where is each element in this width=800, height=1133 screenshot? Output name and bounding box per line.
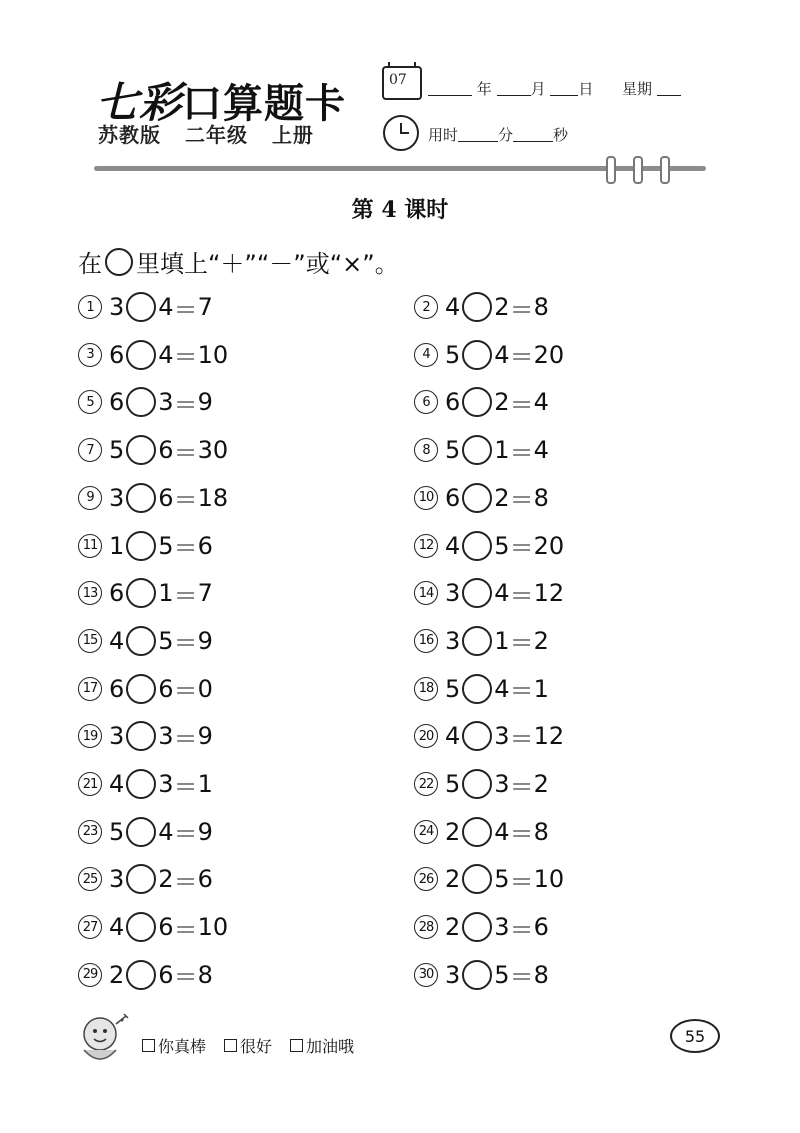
- problem-item: [78, 672, 213, 706]
- operator-slot[interactable]: [126, 626, 156, 656]
- rating-great[interactable]: [142, 1034, 206, 1057]
- month-label: 月: [530, 80, 546, 98]
- operator-slot[interactable]: [462, 626, 492, 656]
- operator-slot[interactable]: [126, 483, 156, 513]
- result: 8: [533, 960, 549, 989]
- problem-item: [414, 815, 549, 849]
- operand-a: 4: [109, 913, 125, 942]
- problem-number: 2: [414, 295, 438, 319]
- equals-sign: ＝: [509, 295, 534, 324]
- rating-keep-going[interactable]: [290, 1034, 354, 1057]
- operand-b: 5: [158, 626, 174, 655]
- problem-number: 13: [78, 581, 102, 605]
- seconds-label: 秒: [553, 126, 569, 144]
- operator-slot[interactable]: [462, 531, 492, 561]
- operator-slot[interactable]: [462, 769, 492, 799]
- result: 7: [197, 579, 213, 608]
- rating-options: [142, 1034, 372, 1057]
- problem-number: 29: [78, 963, 102, 987]
- operand-b: 4: [158, 293, 174, 321]
- problem-number: 7: [78, 438, 102, 462]
- edition-grade: 二年级: [184, 123, 248, 147]
- problem-number: 26: [414, 867, 438, 891]
- rating-great-label: 你真棒: [158, 1037, 207, 1056]
- operand-b: 3: [494, 913, 510, 942]
- problem-item: [78, 338, 228, 372]
- operand-b: 2: [494, 483, 510, 512]
- problem-number: 30: [414, 963, 438, 987]
- operand-a: 3: [445, 579, 461, 608]
- operand-a: 5: [109, 817, 125, 846]
- operand-b: 5: [494, 960, 510, 989]
- operand-b: 3: [158, 770, 174, 798]
- equals-sign: ＝: [509, 581, 534, 610]
- operand-b: 1: [158, 579, 174, 608]
- problem-number: 20: [414, 724, 438, 748]
- result: 8: [533, 817, 549, 846]
- operand-a: 3: [109, 293, 125, 321]
- operand-a: 4: [109, 626, 125, 655]
- problem-item: [414, 767, 549, 801]
- operand-a: 3: [109, 483, 125, 512]
- result: 1: [533, 674, 549, 703]
- operand-a: 5: [445, 674, 461, 703]
- operand-a: 4: [445, 722, 461, 751]
- result: 9: [197, 817, 213, 846]
- operator-slot[interactable]: [126, 721, 156, 751]
- operator-slot[interactable]: [126, 340, 156, 370]
- equals-sign: ＝: [173, 486, 198, 515]
- operator-slot[interactable]: [126, 769, 156, 799]
- operand-a: 4: [445, 293, 461, 321]
- operator-slot[interactable]: [462, 578, 492, 608]
- equals-sign: ＝: [509, 772, 534, 801]
- problem-item: [414, 576, 564, 610]
- operand-b: 3: [158, 388, 174, 417]
- checkbox-icon[interactable]: [142, 1039, 155, 1052]
- operand-b: 2: [494, 293, 510, 321]
- result: 20: [533, 340, 565, 369]
- problem-item: [78, 767, 213, 801]
- logo-brush-text: 七彩: [96, 78, 183, 127]
- operand-a: 3: [109, 865, 125, 894]
- operand-b: 3: [494, 770, 510, 798]
- result: 30: [197, 436, 229, 465]
- operand-b: 6: [158, 674, 174, 703]
- result: 1: [197, 770, 213, 798]
- logo-title-text: 口算题卡: [182, 81, 347, 127]
- operator-slot[interactable]: [462, 292, 492, 322]
- problem-number: 19: [78, 724, 102, 748]
- instruction-after: 里填上“＋”“－”或“×”。: [136, 250, 399, 278]
- problem-item: [78, 576, 213, 610]
- equals-sign: ＝: [509, 915, 534, 944]
- problem-number: 27: [78, 915, 102, 939]
- operand-b: 6: [158, 436, 174, 465]
- equals-sign: ＝: [509, 486, 534, 515]
- result: 9: [197, 722, 213, 751]
- operator-slot[interactable]: [126, 912, 156, 942]
- equals-sign: ＝: [173, 438, 198, 467]
- problem-item: [414, 719, 564, 753]
- operator-slot[interactable]: [462, 912, 492, 942]
- operand-a: 2: [445, 865, 461, 894]
- operator-slot[interactable]: [126, 960, 156, 990]
- operand-a: 6: [109, 340, 125, 369]
- problem-item: [414, 529, 564, 563]
- operand-a: 2: [109, 960, 125, 989]
- equals-sign: ＝: [509, 534, 534, 562]
- operand-a: 2: [445, 913, 461, 942]
- operand-a: 5: [445, 340, 461, 369]
- operand-a: 5: [445, 770, 461, 798]
- problem-item: [414, 338, 564, 372]
- operator-slot[interactable]: [126, 531, 156, 561]
- operator-slot[interactable]: [126, 578, 156, 608]
- equals-sign: ＝: [509, 343, 534, 372]
- equals-sign: ＝: [173, 867, 198, 896]
- problem-number: 11: [78, 534, 102, 558]
- operand-a: 1: [109, 531, 125, 560]
- problem-item: [78, 719, 213, 753]
- problem-item: [78, 624, 213, 658]
- problem-number: 10: [414, 486, 438, 510]
- problem-item: [78, 385, 213, 419]
- operator-slot[interactable]: [462, 340, 492, 370]
- result: 0: [197, 674, 213, 703]
- minutes-label: 分: [498, 126, 514, 144]
- problem-item: [414, 433, 549, 467]
- operand-b: 4: [158, 817, 174, 846]
- operand-b: 3: [494, 722, 510, 751]
- operand-a: 6: [109, 674, 125, 703]
- result: 6: [197, 865, 213, 894]
- problem-number: 12: [414, 534, 438, 558]
- operand-b: 6: [158, 483, 174, 512]
- problem-number: 21: [78, 772, 102, 796]
- operator-slot[interactable]: [462, 864, 492, 894]
- problem-item: [414, 481, 549, 515]
- result: 12: [533, 579, 565, 608]
- operator-slot[interactable]: [126, 864, 156, 894]
- operand-a: 6: [109, 388, 125, 417]
- problem-number: 22: [414, 772, 438, 796]
- result: 10: [533, 865, 565, 894]
- operator-slot[interactable]: [126, 292, 156, 322]
- equals-sign: ＝: [173, 724, 198, 753]
- problem-item: [78, 958, 213, 992]
- result: 4: [533, 388, 549, 417]
- edition-volume: 上册: [271, 123, 314, 147]
- operator-slot[interactable]: [462, 435, 492, 465]
- rating-good-label: 很好: [240, 1037, 273, 1056]
- page-number: 55: [670, 1019, 720, 1053]
- instruction-before: 在: [78, 250, 102, 278]
- operator-slot[interactable]: [126, 387, 156, 417]
- lesson-title: 第 4 课时: [351, 197, 449, 223]
- year-label: 年: [476, 80, 492, 98]
- problem-item: [78, 481, 228, 515]
- result: 2: [533, 626, 549, 655]
- day-label: 日: [578, 80, 594, 98]
- operand-a: 6: [445, 388, 461, 417]
- equals-sign: ＝: [173, 295, 198, 324]
- problem-number: 18: [414, 677, 438, 701]
- operand-b: 4: [494, 340, 510, 369]
- problem-item: [78, 815, 213, 849]
- problem-number: 1: [78, 295, 102, 319]
- calendar-number: 07: [389, 72, 407, 88]
- problem-number: 16: [414, 629, 438, 653]
- equals-sign: ＝: [173, 343, 198, 372]
- operand-a: 6: [445, 483, 461, 512]
- equals-sign: ＝: [173, 581, 198, 610]
- problem-item: [414, 624, 549, 658]
- problem-item: [414, 862, 564, 896]
- problem-number: 17: [78, 677, 102, 701]
- problem-number: 5: [78, 390, 102, 414]
- equals-sign: ＝: [509, 629, 534, 658]
- problem-number: 8: [414, 438, 438, 462]
- result: 8: [197, 960, 213, 989]
- problem-item: [78, 433, 228, 467]
- mascot-icon: [70, 1010, 132, 1068]
- operand-b: 5: [494, 531, 510, 560]
- problem-number: 9: [78, 486, 102, 510]
- operand-a: 4: [109, 770, 125, 798]
- operator-slot[interactable]: [126, 674, 156, 704]
- result: 8: [533, 293, 549, 321]
- edition-publisher: 苏教版: [98, 123, 161, 147]
- problem-item: [414, 385, 549, 419]
- result: 10: [197, 913, 229, 942]
- equals-sign: ＝: [173, 820, 198, 849]
- equals-sign: ＝: [509, 963, 534, 992]
- operand-b: 4: [494, 674, 510, 703]
- operator-slot[interactable]: [462, 387, 492, 417]
- result: 10: [197, 340, 229, 369]
- operator-slot[interactable]: [462, 817, 492, 847]
- operator-slot[interactable]: [462, 483, 492, 513]
- problem-item: [414, 910, 549, 944]
- weekday-label: 星期: [622, 80, 653, 98]
- operand-b: 4: [494, 579, 510, 608]
- operand-b: 1: [494, 436, 510, 465]
- operand-a: 3: [109, 722, 125, 751]
- problem-number: 6: [414, 390, 438, 414]
- time-used-label: 用时: [428, 126, 459, 144]
- operator-slot[interactable]: [462, 674, 492, 704]
- problem-item: [78, 862, 213, 896]
- operand-b: 4: [158, 340, 174, 369]
- operand-a: 2: [445, 817, 461, 846]
- result: 18: [197, 483, 229, 512]
- problem-item: [78, 290, 213, 324]
- result: 2: [533, 770, 549, 798]
- equals-sign: ＝: [173, 772, 198, 801]
- result: 4: [533, 436, 549, 465]
- problem-number: 3: [78, 343, 102, 367]
- problem-number: 25: [78, 867, 102, 891]
- result: 8: [533, 483, 549, 512]
- result: 7: [197, 293, 213, 321]
- operand-b: 6: [158, 913, 174, 942]
- operator-slot[interactable]: [126, 817, 156, 847]
- equals-sign: ＝: [173, 915, 198, 944]
- checkbox-icon[interactable]: [224, 1039, 237, 1052]
- problem-number: 4: [414, 343, 438, 367]
- operand-a: 5: [445, 436, 461, 465]
- operand-a: 3: [445, 960, 461, 989]
- equals-sign: ＝: [509, 438, 534, 467]
- equals-sign: ＝: [509, 820, 534, 849]
- operand-a: 4: [445, 531, 461, 560]
- problem-number: 14: [414, 581, 438, 605]
- operand-a: 6: [109, 579, 125, 608]
- operand-b: 6: [158, 960, 174, 989]
- operand-a: 3: [445, 626, 461, 655]
- result: 9: [197, 626, 213, 655]
- equals-sign: ＝: [509, 677, 534, 706]
- problem-item: [414, 672, 549, 706]
- result: 9: [197, 388, 213, 417]
- operand-b: 2: [158, 865, 174, 894]
- result: 6: [197, 531, 213, 560]
- operand-b: 5: [158, 531, 174, 560]
- equals-sign: ＝: [509, 867, 534, 896]
- problem-number: 15: [78, 629, 102, 653]
- operator-slot[interactable]: [462, 960, 492, 990]
- result: 12: [533, 722, 565, 751]
- problem-item: [78, 529, 213, 563]
- operator-slot[interactable]: [126, 435, 156, 465]
- checkbox-icon[interactable]: [290, 1039, 303, 1052]
- problem-number: 23: [78, 820, 102, 844]
- operand-a: 5: [109, 436, 125, 465]
- operator-slot[interactable]: [462, 721, 492, 751]
- problem-item: [414, 290, 549, 324]
- operand-b: 5: [494, 865, 510, 894]
- rating-good[interactable]: [224, 1034, 272, 1057]
- equals-sign: ＝: [173, 629, 198, 658]
- operand-b: 2: [494, 388, 510, 417]
- rating-keep-going-label: 加油哦: [306, 1037, 355, 1056]
- equals-sign: ＝: [173, 534, 198, 562]
- problem-number: 28: [414, 915, 438, 939]
- result: 6: [533, 913, 549, 942]
- equals-sign: ＝: [509, 390, 534, 419]
- equals-sign: ＝: [173, 677, 198, 706]
- operand-b: 1: [494, 626, 510, 655]
- problem-item: [414, 958, 549, 992]
- problem-number: 24: [414, 820, 438, 844]
- equals-sign: ＝: [173, 390, 198, 419]
- problem-item: [78, 910, 228, 944]
- equals-sign: ＝: [173, 963, 198, 992]
- operand-b: 4: [494, 817, 510, 846]
- equals-sign: ＝: [509, 724, 534, 753]
- result: 20: [533, 531, 565, 560]
- operand-b: 3: [158, 722, 174, 751]
